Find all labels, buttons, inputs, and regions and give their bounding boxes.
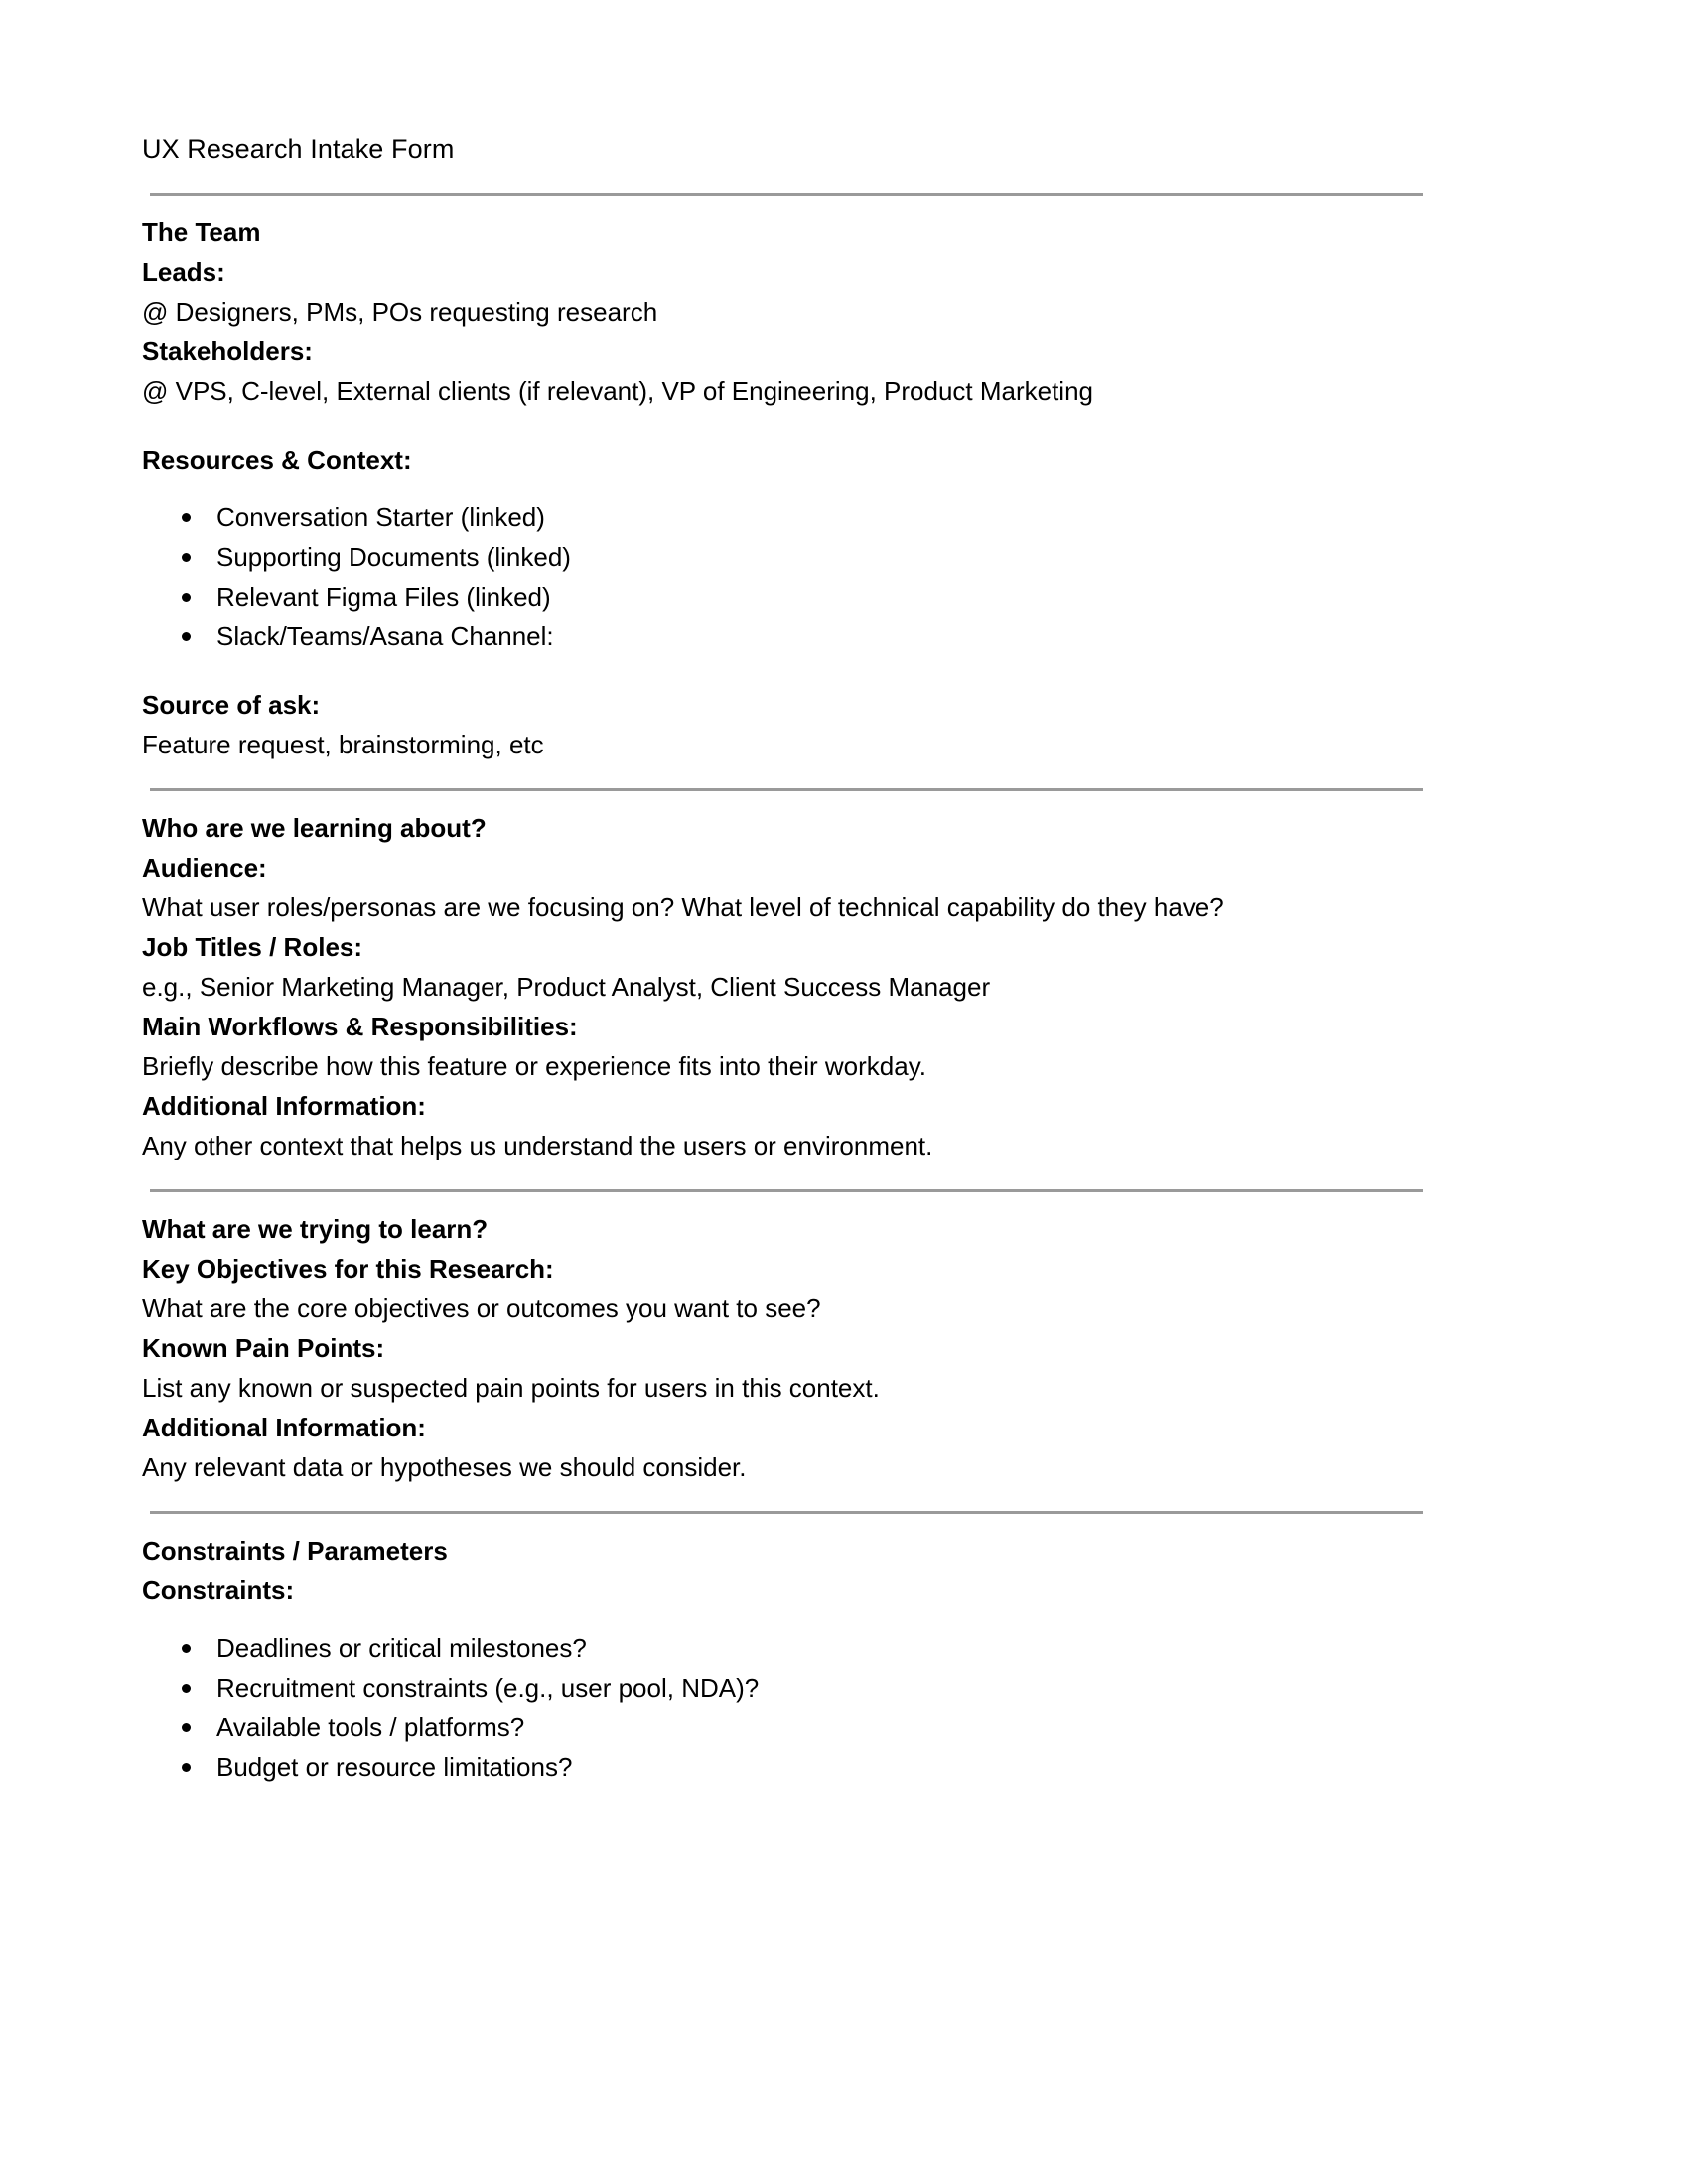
bullet-icon (182, 513, 191, 522)
list-item-label: Available tools / platforms? (216, 1712, 525, 1742)
bullet-icon (182, 1684, 191, 1693)
list-item (142, 497, 1482, 537)
constraints-list (142, 1628, 1482, 1787)
stakeholders-label: Stakeholders: (142, 337, 313, 366)
job-titles-value: e.g., Senior Marketing Manager, Product Analyst, Client Success Manager (142, 972, 991, 1002)
audience-additional-value: Any other context that helps us understand the users or environment. (142, 1131, 933, 1160)
constraints-label: Constraints: (142, 1575, 295, 1605)
section-the-team (142, 212, 1482, 764)
audience-value: What user roles/personas are we focusing on? What level of technical capability do they have? (142, 892, 1224, 922)
section-learning-goals (142, 1209, 1482, 1487)
learning-additional-value: Any relevant data or hypotheses we should consider. (142, 1452, 747, 1482)
bullet-icon (182, 1644, 191, 1653)
document-body (142, 129, 1482, 1787)
list-item (142, 1668, 1482, 1707)
list-item-label: Conversation Starter (linked) (216, 502, 545, 532)
key-objectives-value: What are the core objectives or outcomes you want to see? (142, 1294, 821, 1323)
list-item-label: Budget or resource limitations? (216, 1752, 573, 1782)
bullet-icon (182, 1723, 191, 1732)
key-objectives-label: Key Objectives for this Research: (142, 1254, 554, 1284)
list-item-label: Supporting Documents (linked) (216, 542, 571, 572)
source-of-ask-label: Source of ask: (142, 690, 321, 720)
list-item (142, 616, 1482, 656)
section-audience (142, 808, 1482, 1165)
list-item-label: Recruitment constraints (e.g., user pool, NDA)? (216, 1673, 760, 1703)
learning-additional-label: Additional Information: (142, 1413, 426, 1442)
list-item (142, 1707, 1482, 1747)
audience-heading: Who are we learning about? (142, 813, 487, 843)
pain-points-label: Known Pain Points: (142, 1333, 385, 1363)
bullet-icon (182, 1763, 191, 1772)
list-item (142, 577, 1482, 616)
list-item (142, 537, 1482, 577)
workflows-value: Briefly describe how this feature or experience fits into their workday. (142, 1051, 926, 1081)
list-item-label: Relevant Figma Files (linked) (216, 582, 551, 612)
source-of-ask-value: Feature request, brainstorming, etc (142, 730, 544, 759)
resources-context-list (142, 497, 1482, 656)
bullet-icon (182, 553, 191, 562)
leads-value: @ Designers, PMs, POs requesting research (142, 297, 658, 327)
leads-label: Leads: (142, 257, 225, 287)
page-title: UX Research Intake Form (142, 134, 455, 164)
job-titles-label: Job Titles / Roles: (142, 932, 363, 962)
audience-label: Audience: (142, 853, 267, 883)
bullet-icon (182, 632, 191, 641)
constraints-heading: Constraints / Parameters (142, 1536, 448, 1566)
section-constraints (142, 1531, 1482, 1787)
pain-points-value: List any known or suspected pain points for users in this context. (142, 1373, 880, 1403)
audience-additional-label: Additional Information: (142, 1091, 426, 1121)
stakeholders-value: @ VPS, C-level, External clients (if relevant), VP of Engineering, Product Marketing (142, 376, 1094, 406)
bullet-icon (182, 593, 191, 602)
learning-heading: What are we trying to learn? (142, 1214, 489, 1244)
the-team-heading: The Team (142, 217, 261, 247)
resources-context-label: Resources & Context: (142, 445, 412, 475)
list-item-label: Deadlines or critical milestones? (216, 1633, 587, 1663)
list-item-label: Slack/Teams/Asana Channel: (216, 621, 554, 651)
workflows-label: Main Workflows & Responsibilities: (142, 1012, 578, 1041)
list-item (142, 1747, 1482, 1787)
list-item (142, 1628, 1482, 1668)
